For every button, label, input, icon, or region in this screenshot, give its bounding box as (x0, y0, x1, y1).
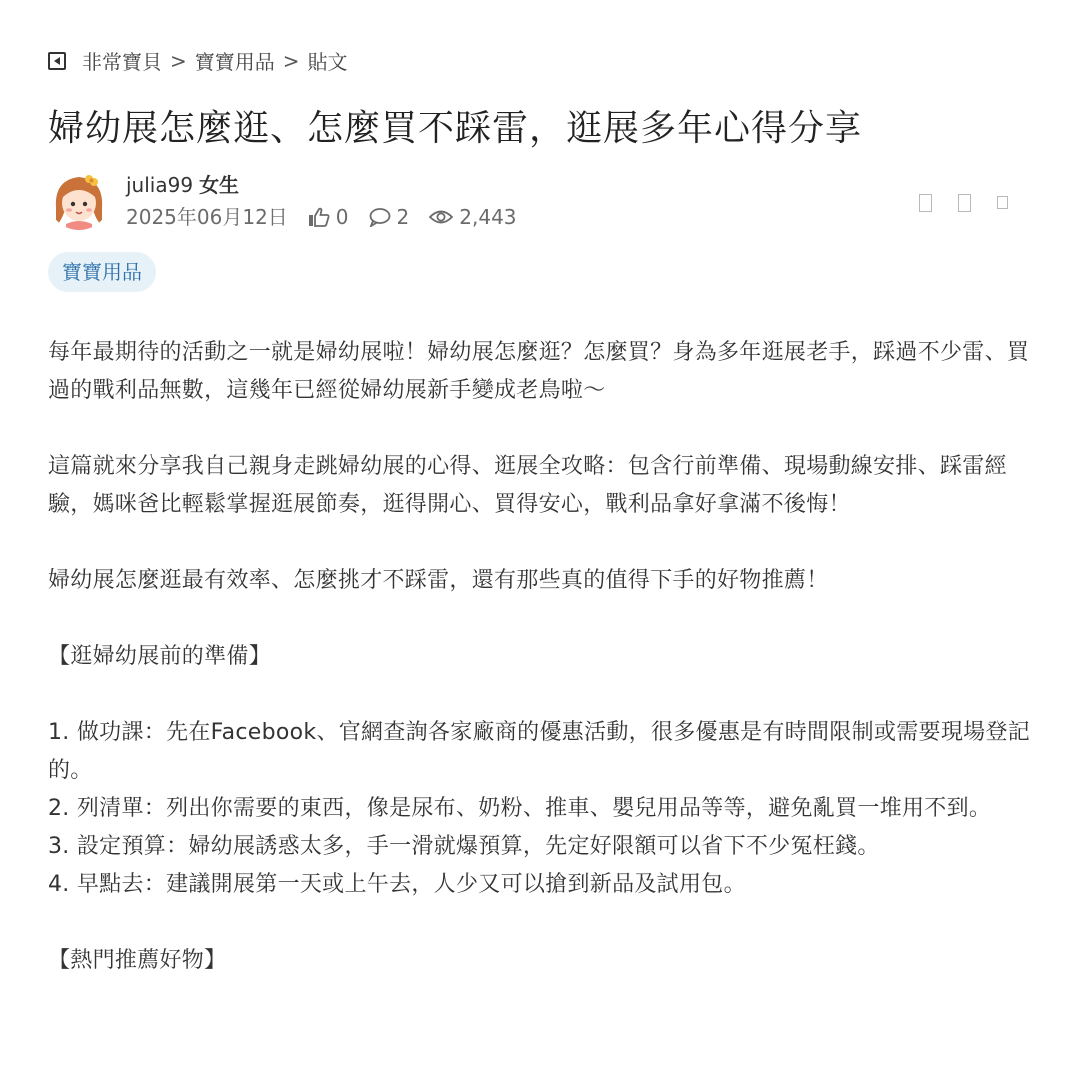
category-tag[interactable]: 寶寶用品 (48, 252, 156, 292)
like-count[interactable] (308, 203, 349, 231)
eye-icon (429, 207, 453, 227)
post-date: 2025年06月12日 (126, 205, 288, 229)
avatar[interactable] (48, 168, 110, 230)
list-item: 2. 列清單：列出你需要的東西，像是尿布、奶粉、推車、嬰兒用品等等，避免亂買一堆用不到。 (48, 796, 992, 821)
author-block (48, 168, 517, 231)
list-item: 3. 設定預算：婦幼展誘惑太多，手一滑就爆預算，先定好限額可以省下不少冤枉錢。 (48, 834, 880, 859)
thumbs-up-icon (308, 207, 330, 227)
prep-list (48, 714, 1038, 904)
comment-count[interactable] (369, 203, 410, 231)
view-count-value: 2,443 (459, 205, 517, 229)
section-heading: 【熱門推薦好物】 (48, 948, 227, 973)
post-meta (126, 203, 517, 231)
breadcrumb-separator: > (170, 48, 187, 73)
post-tools (893, 194, 1008, 212)
paragraph: 婦幼展怎麼逛最有效率、怎麼挑才不踩雷，還有那些真的值得下手的好物推薦！ (48, 568, 829, 593)
author-name[interactable]: julia99 (126, 173, 194, 197)
paragraph: 每年最期待的活動之一就是婦幼展啦！婦幼展怎麼逛？怎麼買？身為多年逛展老手，踩過不少雷、買過的戰利品無數，這幾年已經從婦幼展新手變成老鳥啦～ (48, 340, 1030, 403)
author-gender: 女生 (199, 173, 240, 197)
back-arrow-icon[interactable] (48, 52, 66, 70)
breadcrumb-separator: > (282, 48, 300, 73)
breadcrumb-item-forum[interactable]: 非常寶貝 (82, 50, 162, 74)
list-item: 4. 早點去：建議開展第一天或上午去，人少又可以搶到新品及試用包。 (48, 872, 746, 897)
post-content (48, 334, 1038, 1018)
view-count (429, 203, 516, 231)
bookmark-icon[interactable] (958, 194, 971, 212)
section-heading: 【逛婦幼展前的準備】 (48, 644, 272, 669)
paragraph: 這篇就來分享我自己親身走跳婦幼展的心得、逛展全攻略：包含行前準備、現場動線安排、踩雷經驗，媽咪爸比輕鬆掌握逛展節奏，逛得開心、買得安心，戰利品拿好拿滿不後悔！ (48, 454, 1007, 517)
breadcrumb-item-current: 貼文 (307, 50, 348, 74)
comment-bubble-icon (369, 207, 391, 227)
author-info (126, 168, 517, 231)
breadcrumb (48, 46, 348, 75)
like-count-value: 0 (335, 205, 349, 229)
page-title: 婦幼展怎麼逛、怎麼買不踩雷，逛展多年心得分享 (48, 108, 863, 149)
share-icon[interactable] (919, 194, 932, 212)
more-icon[interactable] (997, 196, 1008, 209)
breadcrumb-item-category[interactable]: 寶寶用品 (194, 50, 275, 74)
comment-count-value: 2 (396, 205, 410, 229)
list-item: 1. 做功課：先在Facebook、官網查詢各家廠商的優惠活動，很多優惠是有時間限制或需要現場登記的。 (48, 720, 1031, 783)
